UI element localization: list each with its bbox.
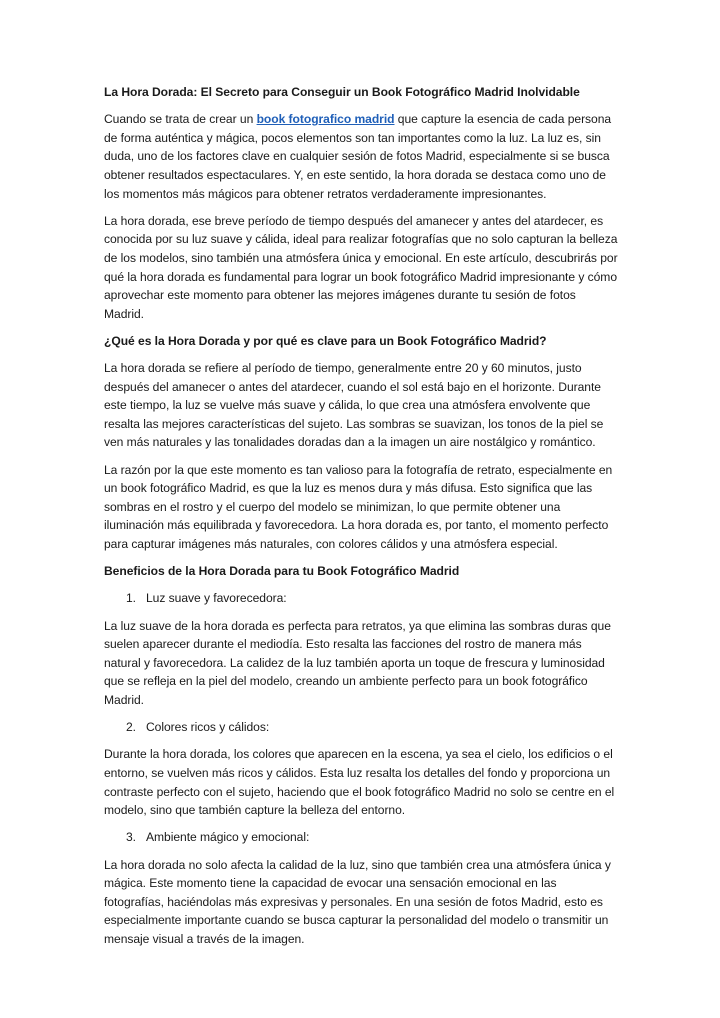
list-number: 3. <box>126 830 136 845</box>
paragraph-definicion: La hora dorada se refiere al período de tiempo, generalmente entre 20 y 60 minutos, justo después del amanecer o antes del atardecer, cuando el sol está bajo en el horizonte. Durante este tiempo, la luz se vuelve más suave y cálida, lo que crea una atmósfera envolvente que resalta las mejores características del sujeto. Las sombras se suavizan, los tonos de la piel se ven más naturales y las tonalidades doradas dan a la imagen un aire nostálgico y romántico. <box>104 361 604 450</box>
list-item-label: Ambiente mágico y emocional: <box>146 830 310 845</box>
list-item-3-body: La hora dorada no solo afecta la calidad de la luz, sino que también crea una atmósfera única y mágica. Este momento tiene la capacidad de evocar una sensación emocional en las fotografías, haciéndolas más expresivas y personales. En una sesión de fotos Madrid, esto es especialmente importante cuando se busca capturar la personalidad del modelo o transmitir un mensaje visual a través de la imagen. <box>104 857 611 946</box>
document-title: La Hora Dorada: El Secreto para Conseguir un Book Fotográfico Madrid Inolvidable <box>104 85 580 99</box>
intro-paragraph <box>104 110 618 203</box>
list-item-2 <box>104 718 618 737</box>
document-body <box>104 83 618 957</box>
paragraph-razon: La razón por la que este momento es tan valioso para la fotografía de retrato, especialmente en un book fotográfico Madrid, es que la luz es menos dura y más difusa. Esto significa que las sombras en el rostro y el cuerpo del modelo se minimizan, lo que permite obtener una iluminación más equilibrada y favorecedora. La hora dorada es, por tanto, el momento perfecto para capturar imágenes más naturales, con colores cálidos y una atmósfera especial. <box>104 462 613 552</box>
book-fotografico-link[interactable]: book fotografico madrid <box>256 112 395 127</box>
list-item-label: Colores ricos y cálidos: <box>146 720 270 735</box>
list-item-1 <box>104 589 618 608</box>
list-item-1-body: La luz suave de la hora dorada es perfecta para retratos, ya que elimina las sombras duras que suelen aparecer durante el mediodía. Esto resalta las facciones del rostro de manera más natural y favorecedora. La calidez de la luz también aporta un toque de frescura y luminosidad que se refleja en la piel del modelo, creando un ambiente perfecto para un book fotográfico Madrid. <box>104 618 611 707</box>
list-item-3 <box>104 828 618 847</box>
list-item-label: Luz suave y favorecedora: <box>146 591 287 606</box>
list-item-2-body: Durante la hora dorada, los colores que aparecen en la escena, ya sea el cielo, los edificios o el entorno, se vuelven más ricos y cálidos. Esta luz resalta los detalles del fondo y proporciona un contraste perfecto con el sujeto, haciendo que el book fotográfico Madrid no solo se centre en el modelo, sino que también capture la belleza del entorno. <box>104 747 615 818</box>
list-number: 1. <box>126 591 136 606</box>
intro-text-before-link: Cuando se trata de crear un <box>104 112 257 127</box>
section-heading-que-es: ¿Qué es la Hora Dorada y por qué es clave para un Book Fotográfico Madrid? <box>104 333 547 348</box>
paragraph-hora-dorada-intro: La hora dorada, ese breve período de tiempo después del amanecer y antes del atardecer, es conocida por su luz suave y cálida, ideal para realizar fotografías que no solo capturan la belleza de los modelos, sino también una atmósfera única y emocional. En este artículo, descubrirás por qué la hora dorada es fundamental para lograr un book fotográfico Madrid impresionante y cómo aprovechar este momento para obtener las mejores imágenes durante tu sesión de fotos Madrid. <box>104 213 618 321</box>
section-heading-beneficios: Beneficios de la Hora Dorada para tu Book Fotográfico Madrid <box>104 564 460 579</box>
list-number: 2. <box>126 720 136 735</box>
intro-text-after-link: que capture la esencia de cada persona de forma auténtica y mágica, pocos elementos son tan importantes como la luz. La luz es, sin duda, uno de los factores clave en cualquier sesión de fotos Madrid, especialmente si se busca obtener resultados espectaculares. Y, en este sentido, la hora dorada se destaca como uno de los momentos más mágicos para obtener retratos verdaderamente impresionantes. <box>104 112 612 201</box>
